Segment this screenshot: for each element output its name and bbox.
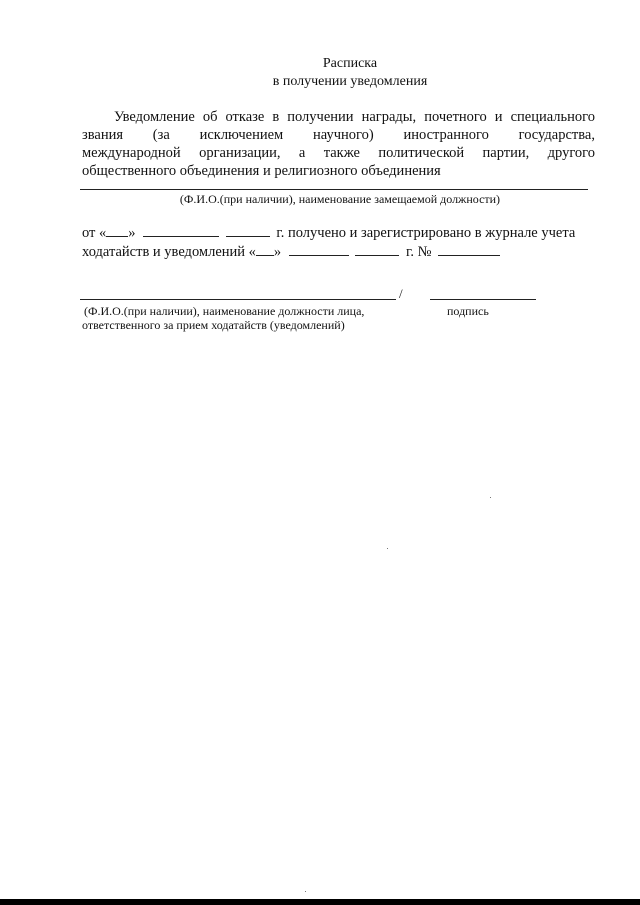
- document-subtitle: в получении уведомления: [272, 74, 428, 89]
- signature-underline: [430, 299, 536, 300]
- journal-day-blank: [256, 243, 274, 256]
- registration-quote-close: »: [128, 225, 136, 241]
- paragraph-word: (за: [152, 127, 170, 143]
- scan-speck: [305, 891, 306, 892]
- paragraph-word: исключением: [199, 127, 284, 143]
- month-blank: [143, 224, 219, 237]
- scan-speck: [387, 548, 388, 549]
- registration-received-text: г. получено и зарегистрировано в журнале учета: [276, 225, 576, 241]
- paragraph-line-4: общественного объединения и религиозного объединения: [82, 163, 441, 179]
- journal-year-blank: [355, 243, 399, 256]
- paragraph-word: звания: [82, 127, 124, 143]
- paragraph-line-3: международной организации, а также политической партии, другого: [82, 145, 595, 161]
- paragraph-line-2: [82, 126, 595, 144]
- notice-paragraph: [82, 108, 595, 180]
- paragraph-line-1: Уведомление об отказе в получении награды, почетного и специального: [114, 109, 595, 125]
- responsible-person-underline: [80, 299, 396, 300]
- responsible-person-caption-2: ответственного за прием ходатайств (уведомлений): [82, 318, 345, 332]
- day-blank: [106, 224, 128, 237]
- scan-bottom-edge: [0, 899, 640, 905]
- signature-separator: /: [399, 286, 403, 301]
- paragraph-word: научного): [312, 127, 374, 143]
- year-blank: [226, 224, 270, 237]
- fio-position-underline: [80, 189, 588, 190]
- document-title: Расписка: [322, 56, 378, 71]
- journal-prefix: ходатайств и уведомлений «: [82, 244, 256, 260]
- scan-speck: [490, 497, 491, 498]
- journal-month-blank: [289, 243, 349, 256]
- responsible-person-caption-1: (Ф.И.О.(при наличии), наименование должности лица,: [84, 304, 365, 318]
- registration-line-2: [82, 243, 500, 261]
- signature-caption: подпись: [447, 304, 489, 318]
- registration-line-1: [82, 224, 575, 242]
- paragraph-word: государства,: [518, 127, 595, 143]
- journal-number-blank: [438, 243, 500, 256]
- registration-from-prefix: от «: [82, 225, 107, 241]
- paragraph-word: иностранного: [403, 127, 489, 143]
- journal-quote-close: »: [273, 244, 282, 260]
- journal-number-label: г. №: [406, 244, 432, 260]
- fio-position-caption: (Ф.И.О.(при наличии), наименование замещаемой должности): [179, 192, 501, 206]
